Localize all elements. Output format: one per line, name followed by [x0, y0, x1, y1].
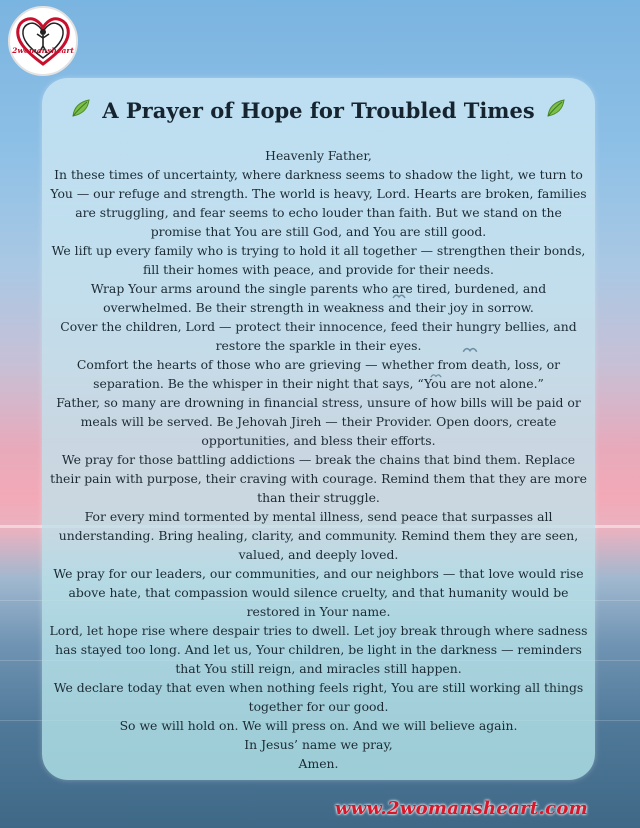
prayer-paragraph: Cover the children, Lord — protect their innocence, feed their hungry bellies, and restore the sparkle in their eyes. — [60, 319, 577, 353]
heart-logo-icon — [10, 8, 76, 74]
prayer-paragraph: Lord, let hope rise where despair tries to dwell. Let joy break through where sadness has stayed too long. And let us, Your children, be light in the darkness — reminders that You still reign, and miracles still happen. — [49, 623, 588, 676]
prayer-card — [42, 78, 595, 780]
logo-text: 2womansheart — [12, 46, 74, 55]
prayer-paragraph: Heavenly Father, — [265, 148, 372, 163]
prayer-paragraph: Wrap Your arms around the single parents who are tired, burdened, and overwhelmed. Be their strength in weakness and their joy in sorrow. — [90, 281, 547, 315]
prayer-paragraph: In these times of uncertainty, where darkness seems to shadow the light, we turn to You — our refuge and strength. The world is heavy, Lord. Hearts are broken, families are struggling, and fear seems to echo louder than faith. But we stand on the promise that You are still God, and You are still good. — [50, 167, 587, 239]
bird-icon — [430, 372, 442, 379]
prayer-paragraph: For every mind tormented by mental illness, send peace that surpasses all understanding. Bring healing, clarity, and community. Remind them they are seen, valued, and deeply loved. — [58, 509, 579, 562]
prayer-paragraph: We pray for our leaders, our communities, and our neighbors — that love would rise above hate, that compassion would silence cruelty, and that humanity would be restored in Your name. — [53, 566, 584, 619]
bird-icon — [462, 345, 478, 354]
prayer-paragraph: We declare today that even when nothing feels right, You are still working all things together for our good. — [53, 680, 584, 714]
prayer-paragraph: Comfort the hearts of those who are grieving — whether from death, loss, or separation. Be the whisper in their night that says, “You are not alone.” — [76, 357, 561, 391]
prayer-paragraph: Father, so many are drowning in financial stress, unsure of how bills will be paid or meals will be served. Be Jehovah Jireh — their Provider. Open doors, create opportunities, and bless their efforts. — [56, 395, 581, 448]
title-text: A Prayer of Hope for Troubled Times — [102, 98, 535, 123]
prayer-paragraph: In Jesus’ name we pray, — [244, 737, 393, 752]
prayer-body — [48, 146, 589, 773]
leaf-icon — [545, 98, 567, 123]
prayer-paragraph: Amen. — [298, 756, 339, 771]
brand-logo — [8, 6, 78, 76]
prayer-title — [42, 96, 595, 123]
bird-icon — [392, 292, 406, 300]
website-url[interactable]: www.2womansheart.com — [334, 798, 588, 819]
prayer-paragraph: So we will hold on. We will press on. And we will believe again. — [119, 718, 518, 733]
prayer-paragraph: We lift up every family who is trying to hold it all together — strengthen their bonds, fill their homes with peace, and provide for their needs. — [51, 243, 586, 277]
leaf-icon — [70, 98, 92, 123]
prayer-paragraph: We pray for those battling addictions — break the chains that bind them. Replace their pain with purpose, their craving with courage. Remind them that they are more than their struggle. — [50, 452, 587, 505]
